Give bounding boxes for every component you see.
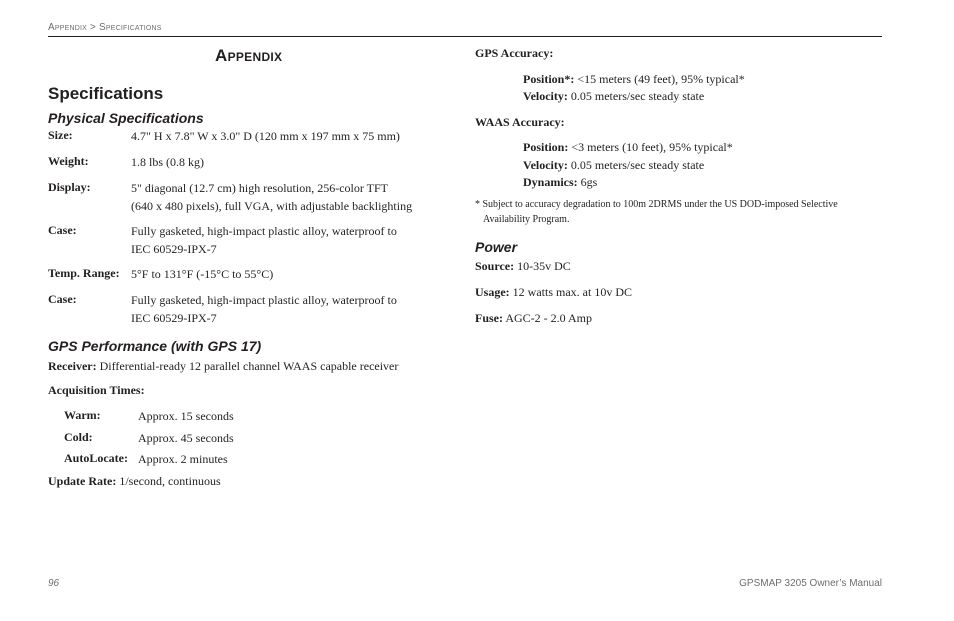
spec-value-case-2-line2: IEC 60529-IPX-7: [131, 311, 217, 325]
acq-label-autolocate: AutoLocate:: [64, 451, 128, 465]
power-usage-value: 12 watts max. at 10v DC: [512, 285, 632, 299]
header-divider: [48, 36, 882, 37]
breadcrumb-section[interactable]: Appendix: [48, 22, 88, 33]
power-fuse-value: AGC-2 - 2.0 Amp: [505, 311, 593, 325]
gps-performance-heading: GPS Performance (with GPS 17): [48, 338, 262, 354]
power-source-value: 10-35v DC: [517, 259, 571, 273]
waas-velocity-row: [523, 156, 704, 174]
section-heading: Specifications: [48, 84, 164, 103]
breadcrumb-page: Specifications: [99, 22, 162, 33]
footnote-line2: Availability Program.: [483, 214, 570, 225]
manual-title: GPSMAP 3205 Owner’s Manual: [739, 578, 882, 589]
spec-value-weight: 1.8 lbs (0.8 kg): [131, 155, 204, 169]
waas-position-row: [523, 138, 733, 156]
spec-label-weight: Weight:: [48, 154, 89, 168]
gps-accuracy-label: GPS Accuracy:: [475, 46, 554, 60]
gps-velocity-value: 0.05 meters/sec steady state: [570, 89, 705, 103]
acq-value-warm: Approx. 15 seconds: [138, 409, 234, 423]
waas-accuracy-label: WAAS Accuracy:: [475, 115, 565, 129]
spec-value-size: 4.7" H x 7.8" W x 3.0" D (120 mm x 197 mm x 75 mm): [131, 129, 400, 143]
acq-label-cold: Cold:: [64, 430, 93, 444]
physical-specs-heading: Physical Specifications: [48, 110, 204, 126]
acquisition-times-label: Acquisition Times:: [48, 383, 145, 397]
spec-label-display: Display:: [48, 180, 91, 194]
waas-dynamics-value: 6gs: [580, 175, 598, 189]
spec-label-case: Case:: [48, 223, 77, 237]
power-heading: Power: [475, 239, 518, 255]
spec-value-display-line2: (640 x 480 pixels), full VGA, with adjustable backlighting: [131, 199, 413, 213]
spec-value-case-line2: IEC 60529-IPX-7: [131, 242, 217, 256]
gps-velocity-row: [523, 87, 704, 105]
footnote-line1: * Subject to accuracy degradation to 100m 2DRMS under the US DOD-imposed Selective: [475, 199, 838, 210]
waas-position-value: <3 meters (10 feet), 95% typical*: [571, 140, 733, 154]
power-usage-row: [475, 283, 632, 301]
spec-value-display-line1: 5" diagonal (12.7 cm) high resolution, 256-color TFT: [131, 181, 388, 195]
receiver-label: Receiver:: [48, 359, 97, 373]
spec-label-size: Size:: [48, 128, 73, 142]
waas-velocity-value: 0.05 meters/sec steady state: [570, 158, 705, 172]
receiver-value: Differential-ready 12 parallel channel WAAS capable receiver: [99, 359, 399, 373]
power-source-row: [475, 257, 571, 275]
spec-label-temp-range: Temp. Range:: [48, 266, 120, 280]
spec-label-case-2: Case:: [48, 292, 77, 306]
waas-velocity-label: Velocity:: [523, 158, 568, 172]
spec-value-case-line1: Fully gasketed, high-impact plastic alloy, waterproof to: [131, 224, 397, 238]
gps-position-row: [523, 70, 745, 88]
acq-value-autolocate: Approx. 2 minutes: [138, 452, 228, 466]
power-source-label: Source:: [475, 259, 515, 273]
gps-position-label: Position*:: [523, 72, 575, 86]
acq-value-cold: Approx. 45 seconds: [138, 431, 234, 445]
waas-dynamics-row: [523, 173, 597, 191]
spec-value-case-2-line1: Fully gasketed, high-impact plastic alloy, waterproof to: [131, 293, 397, 307]
page-title: Appendix: [215, 46, 283, 65]
receiver-row: [48, 357, 398, 375]
waas-position-label: Position:: [523, 140, 569, 154]
breadcrumb-separator: >: [90, 22, 97, 33]
breadcrumb: [48, 22, 162, 33]
update-rate-value: 1/second, continuous: [119, 474, 221, 488]
page-number: 96: [48, 578, 60, 589]
waas-dynamics-label: Dynamics:: [523, 175, 578, 189]
power-fuse-label: Fuse:: [475, 311, 503, 325]
gps-velocity-label: Velocity:: [523, 89, 568, 103]
gps-position-value: <15 meters (49 feet), 95% typical*: [577, 72, 745, 86]
spec-value-temp-range: 5°F to 131°F (-15°C to 55°C): [131, 267, 274, 281]
power-fuse-row: [475, 309, 592, 327]
acq-label-warm: Warm:: [64, 408, 101, 422]
update-rate-label: Update Rate:: [48, 474, 117, 488]
power-usage-label: Usage:: [475, 285, 510, 299]
update-rate-row: [48, 472, 221, 490]
